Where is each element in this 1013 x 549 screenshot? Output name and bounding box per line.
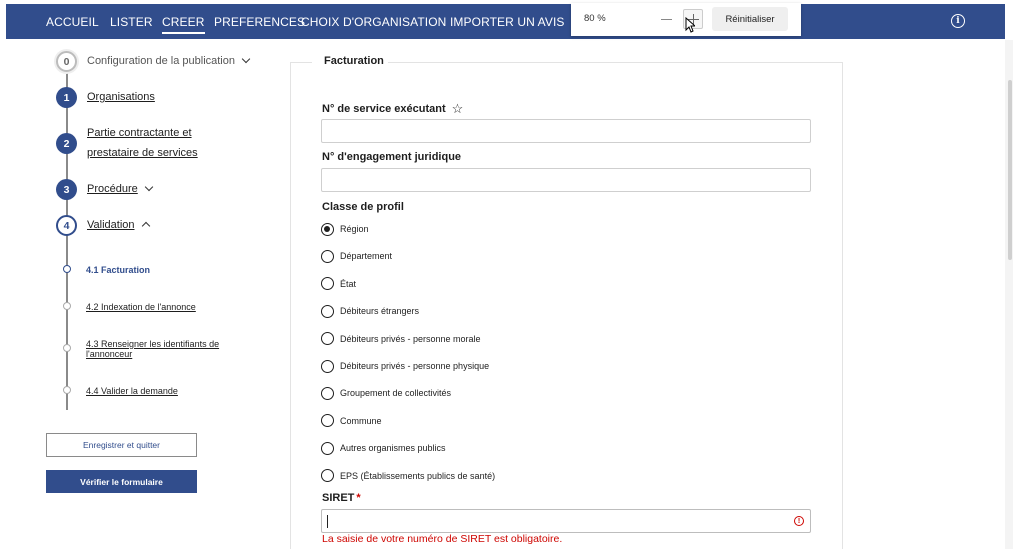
substep-dot-4-2 xyxy=(63,302,71,310)
substep-4-1[interactable]: 4.1 Facturation xyxy=(86,265,151,275)
step-1-label[interactable]: Organisations xyxy=(87,91,155,103)
step-4-text: Validation xyxy=(87,219,135,231)
radio-button[interactable] xyxy=(321,414,334,427)
profile-option[interactable] xyxy=(321,359,489,373)
fieldset-legend: Facturation xyxy=(324,55,384,67)
profile-option-label: Groupement de collectivités xyxy=(340,388,452,399)
profile-option[interactable] xyxy=(321,222,369,236)
substep-4-2[interactable]: 4.2 Indexation de l'annonce xyxy=(86,302,196,312)
profile-option[interactable] xyxy=(321,277,356,291)
profile-option-label: Débiteurs privés - personne physique xyxy=(340,361,490,371)
fieldset-border xyxy=(290,62,312,63)
profile-option-label: Commune xyxy=(340,415,382,426)
radio-button[interactable] xyxy=(321,469,334,482)
profile-option-label: Département xyxy=(340,251,393,262)
chevron-down-icon xyxy=(242,55,250,63)
profile-option-label: Débiteurs étrangers xyxy=(340,306,420,317)
step-4-label[interactable] xyxy=(87,215,149,235)
verify-form-button[interactable]: Vérifier le formulaire xyxy=(46,470,197,493)
nav-item-lister[interactable]: LISTER xyxy=(110,14,153,29)
step-3-circle: 3 xyxy=(56,179,77,200)
fieldset-border xyxy=(388,62,843,63)
step-2-label-line2[interactable]: prestataire de services xyxy=(87,147,198,159)
radio-button[interactable] xyxy=(321,387,334,400)
service-label xyxy=(322,101,463,117)
zoom-out-icon[interactable] xyxy=(661,19,672,20)
profile-option[interactable] xyxy=(321,441,446,455)
top-nav xyxy=(6,4,1005,39)
substep-4-3-line1[interactable]: 4.3 Renseigner les identifiants de xyxy=(86,339,220,349)
radio-button[interactable] xyxy=(321,360,334,373)
required-mark: * xyxy=(356,492,361,504)
radio-button[interactable] xyxy=(321,332,334,345)
nav-item-accueil[interactable]: ACCUEIL xyxy=(46,14,99,29)
engagement-juridique-input[interactable] xyxy=(321,168,811,192)
mouse-cursor-icon xyxy=(685,17,695,33)
step-2-circle: 2 xyxy=(56,133,77,154)
profile-option[interactable] xyxy=(321,304,419,318)
profile-option[interactable] xyxy=(321,386,451,400)
profile-option-label: Autres organismes publics xyxy=(340,443,446,454)
star-icon[interactable]: ☆ xyxy=(451,101,464,116)
scrollbar-thumb[interactable] xyxy=(1008,80,1012,260)
profile-option[interactable] xyxy=(321,414,382,428)
stepper-line xyxy=(66,70,68,410)
service-executant-input[interactable] xyxy=(321,119,811,143)
radio-button[interactable] xyxy=(321,305,334,318)
profile-label: Classe de profil xyxy=(322,201,404,213)
siret-label-text: SIRET xyxy=(322,492,355,504)
chevron-up-icon xyxy=(141,222,149,230)
error-icon: ! xyxy=(794,516,804,526)
service-label-text: N° de service exécutant xyxy=(322,103,446,115)
nav-item-creer[interactable]: CREER xyxy=(162,4,205,39)
substep-dot-4-1 xyxy=(63,265,71,273)
siret-input[interactable] xyxy=(321,509,811,533)
step-3-text: Procédure xyxy=(87,183,138,195)
radio-button[interactable] xyxy=(321,277,334,290)
engagement-label: N° d'engagement juridique xyxy=(322,151,462,163)
profile-option[interactable] xyxy=(321,469,495,483)
radio-button[interactable] xyxy=(321,250,334,263)
nav-item-choix-organisation[interactable]: CHOIX D'ORGANISATION xyxy=(301,14,447,29)
step-0-label[interactable] xyxy=(87,51,249,71)
radio-button[interactable] xyxy=(321,442,334,455)
nav-item-preferences[interactable]: PREFERENCES xyxy=(214,14,306,29)
step-0-text: Configuration de la publication xyxy=(87,55,235,67)
step-1-circle: 1 xyxy=(56,87,77,108)
zoom-level: 80 % xyxy=(584,13,606,24)
profile-option-label: État xyxy=(340,278,357,289)
info-icon[interactable]: i xyxy=(951,14,965,28)
profile-option[interactable] xyxy=(321,249,392,263)
profile-option-label: EPS (Établissements publics de santé) xyxy=(340,470,496,481)
substep-dot-4-4 xyxy=(63,386,71,394)
radio-button[interactable] xyxy=(321,223,334,236)
profile-option-label: Débiteurs privés - personne morale xyxy=(340,333,481,344)
save-and-quit-button[interactable]: Enregistrer et quitter xyxy=(46,433,197,457)
siret-label xyxy=(322,492,361,504)
step-4-circle: 4 xyxy=(56,215,77,236)
chevron-down-icon xyxy=(145,183,153,191)
profile-option-label: Région xyxy=(340,224,369,234)
substep-4-3-line2[interactable]: l'annonceur xyxy=(86,349,133,359)
text-caret xyxy=(327,515,328,528)
profile-option[interactable] xyxy=(321,332,481,346)
step-0-circle: 0 xyxy=(56,51,77,72)
substep-4-4[interactable]: 4.4 Valider la demande xyxy=(86,386,178,396)
zoom-reset-button[interactable]: Réinitialiser xyxy=(712,7,788,31)
siret-error-message: La saisie de votre numéro de SIRET est obligatoire. xyxy=(322,533,563,545)
substep-dot-4-3 xyxy=(63,344,71,352)
step-3-label[interactable] xyxy=(87,179,152,199)
step-2-label-line1[interactable]: Partie contractante et xyxy=(87,127,192,139)
nav-item-importer-avis[interactable]: IMPORTER UN AVIS xyxy=(450,14,565,29)
